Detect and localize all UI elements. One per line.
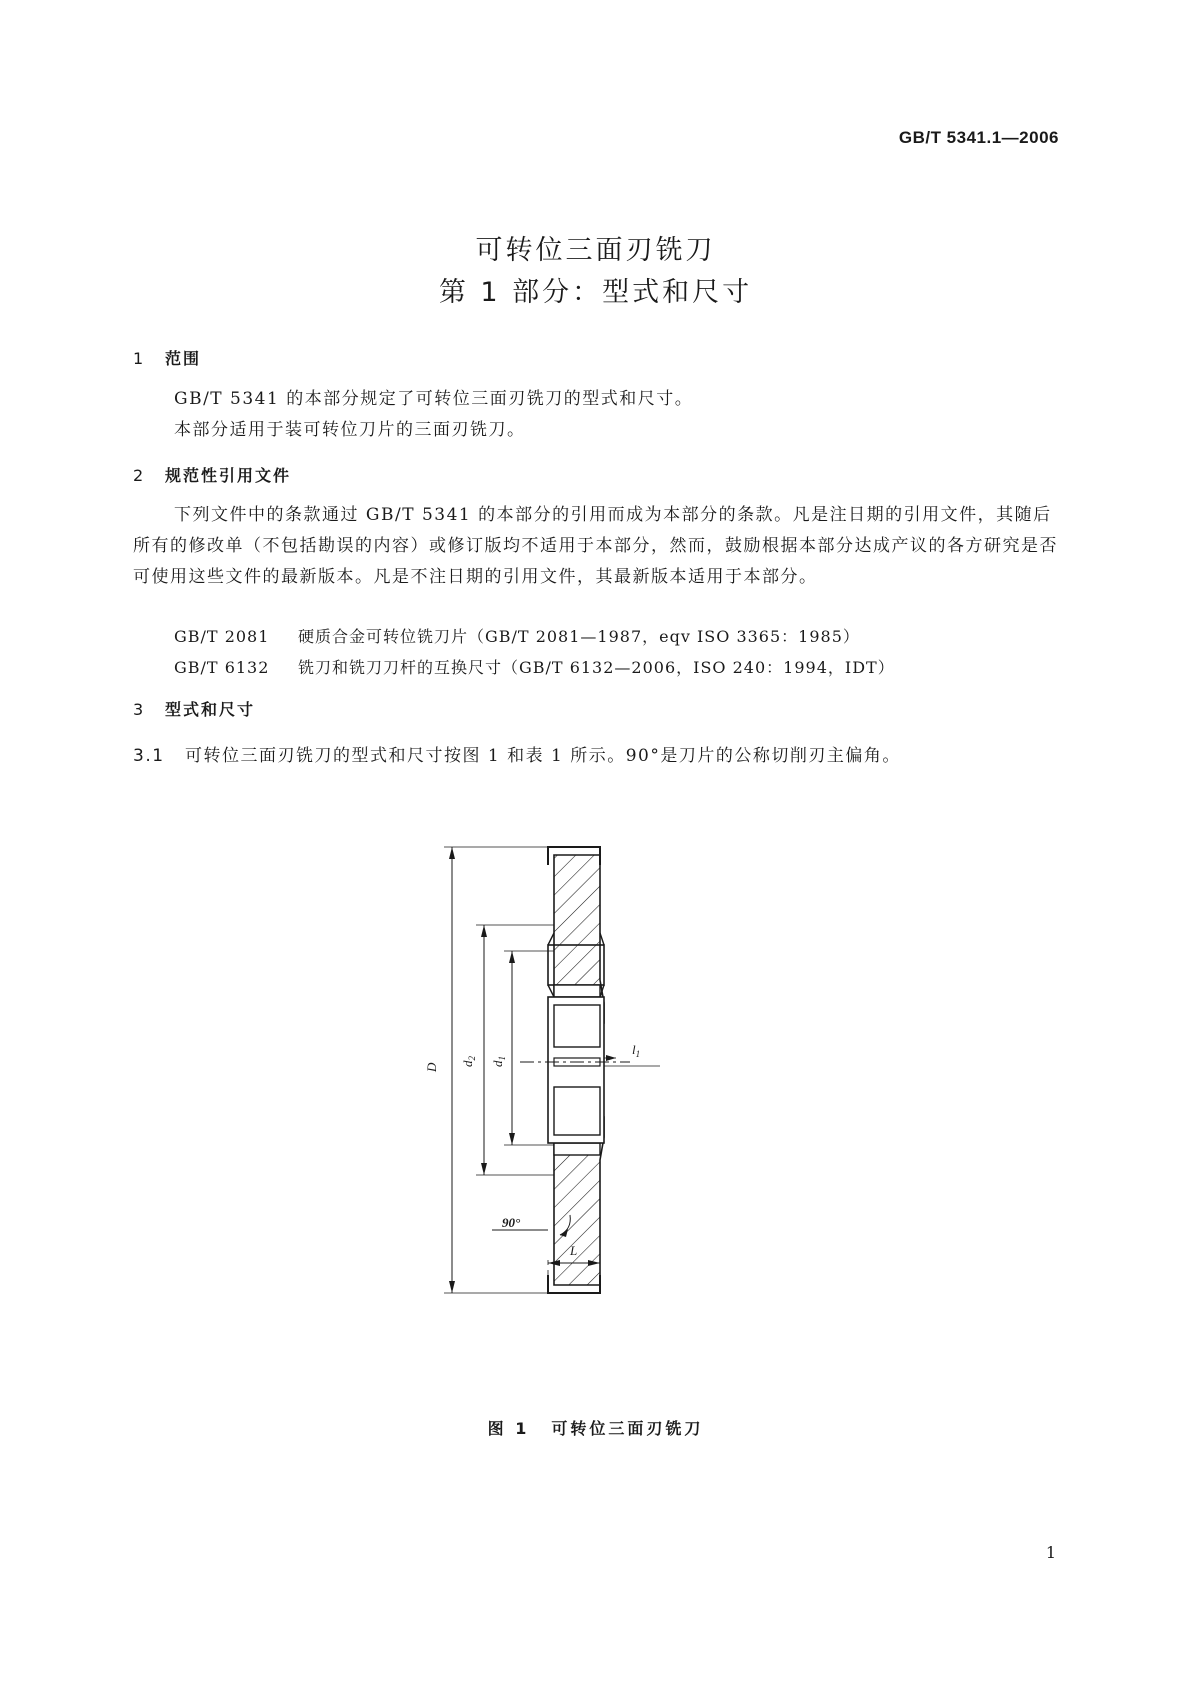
label-D: D bbox=[424, 1062, 439, 1072]
scope-paragraph-1: GB/T 5341 的本部分规定了可转位三面刃铣刀的型式和尺寸。 bbox=[174, 389, 694, 409]
bore-section bbox=[548, 997, 604, 1143]
reference-title: 铣刀和铣刀刀杆的互换尺寸（GB/T 6132—2006，ISO 240：1994，IDT） bbox=[298, 658, 895, 677]
figure-caption bbox=[0, 1416, 1191, 1439]
hub-bore-lower bbox=[554, 1143, 600, 1155]
section-number: 3 bbox=[133, 700, 146, 719]
clause-3-1 bbox=[133, 741, 1058, 766]
section-title: 范围 bbox=[165, 349, 202, 368]
reference-code: GB/T 6132 bbox=[174, 658, 270, 677]
clause-number: 3.1 bbox=[133, 746, 165, 766]
hub-bore-upper bbox=[554, 985, 600, 997]
figure-number: 图 1 bbox=[487, 1419, 530, 1438]
cutter-section-svg bbox=[420, 845, 780, 1295]
label-l1: $l_1$ bbox=[632, 1042, 641, 1059]
document-title: 可转位三面刃铣刀 bbox=[475, 235, 716, 266]
section-title: 型式和尺寸 bbox=[165, 700, 256, 719]
standard-number: GB/T 5341.1—2006 bbox=[898, 128, 1059, 147]
label-d2: $d_2$ bbox=[460, 1056, 477, 1067]
reference-code: GB/T 2081 bbox=[174, 627, 270, 646]
page-number: 1 bbox=[1045, 1543, 1056, 1562]
section-number: 1 bbox=[133, 349, 146, 368]
reference-title: 硬质合金可转位铣刀片（GB/T 2081—1987，eqv ISO 3365：1985） bbox=[298, 627, 860, 646]
section-number: 2 bbox=[133, 466, 146, 485]
normative-reference-item bbox=[174, 655, 895, 678]
section-title: 规范性引用文件 bbox=[165, 466, 292, 485]
figure-1-drawing bbox=[420, 845, 780, 1299]
section-heading-scope bbox=[133, 346, 201, 369]
label-L: L bbox=[570, 1243, 578, 1258]
label-angle: 90° bbox=[502, 1215, 521, 1230]
scope-paragraph-2: 本部分适用于装可转位刀片的三面刃铣刀。 bbox=[174, 420, 526, 440]
section-heading-type-dimensions bbox=[133, 697, 255, 720]
section-heading-normative bbox=[133, 463, 291, 486]
clause-text: 可转位三面刃铣刀的型式和尺寸按图 1 和表 1 所示。90°是刀片的公称切削刃主偏角。 bbox=[185, 746, 901, 766]
normative-intro-paragraph: 下列文件中的条款通过 GB/T 5341 的本部分的引用而成为本部分的条款。凡是注日期的引用文件，其随后所有的修改单（不包括勘误的内容）或修订版均不适用于本部分，然而，鼓励根据本部分达成产议的各方研究是否可使用这些文件的最新版本。凡是不注日期的引用文件，其最新版本适用于本部分。 bbox=[133, 505, 1058, 587]
figure-caption-text: 可转位三面刃铣刀 bbox=[551, 1419, 704, 1438]
label-d1: $d_1$ bbox=[490, 1056, 507, 1067]
document-subtitle: 第 1 部分：型式和尺寸 bbox=[438, 277, 753, 308]
normative-reference-item bbox=[174, 624, 860, 647]
